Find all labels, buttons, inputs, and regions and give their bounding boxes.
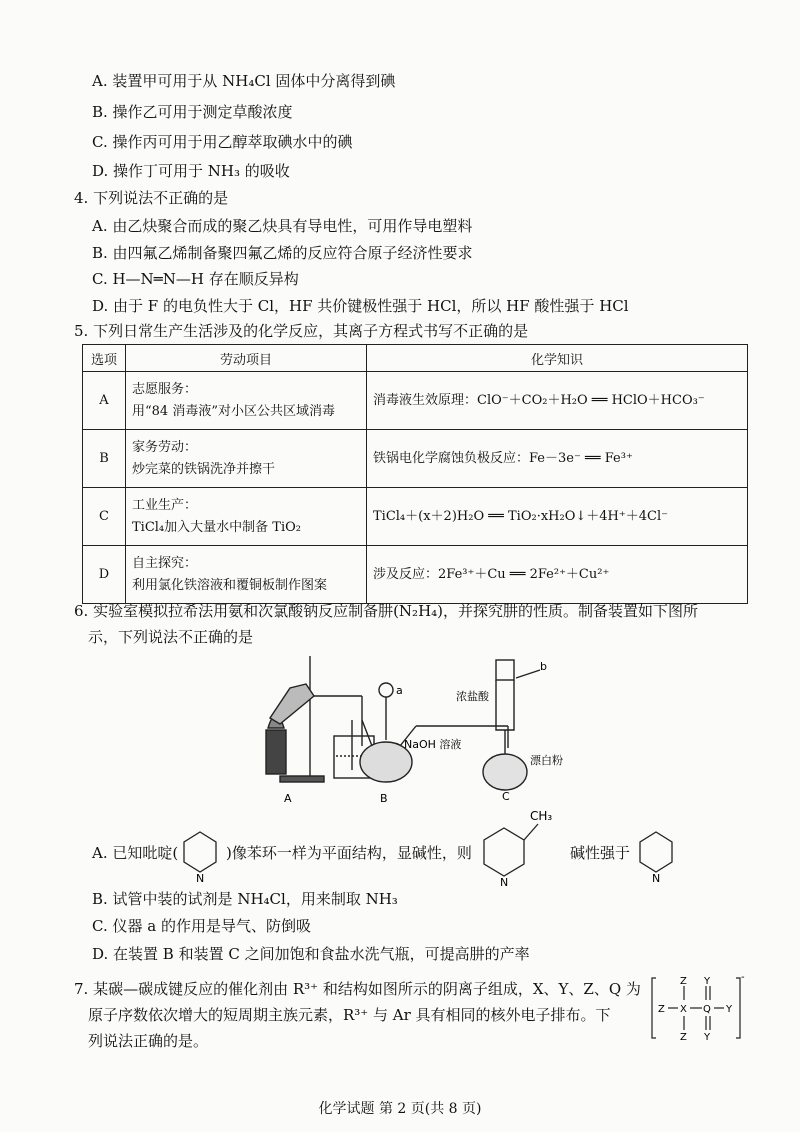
task-body: 利用氯化铁溶液和覆铜板制作图案 bbox=[132, 577, 328, 593]
table-header: 劳动项目 bbox=[126, 345, 367, 372]
q6-option-b: B. 试管中装的试剂是 NH₄Cl，用来制取 NH₃ bbox=[92, 890, 398, 908]
q6-option-d: D. 在装置 B 和装置 C 之间加饱和食盐水洗气瓶，可提高肼的产率 bbox=[92, 945, 530, 963]
q4-option-d: D. 由于 F 的电负性大于 Cl，HF 共价键极性强于 HCl，所以 HF 酸性强于 HCl bbox=[92, 297, 629, 315]
q6-option-a-post: 碱性强于 bbox=[570, 844, 631, 862]
q6-stem-line1: 6. 实验室模拟拉希法用氨和次氯酸钠反应制备肼(N₂H₄)，并探究肼的性质。制备装置如下图所 bbox=[74, 602, 699, 620]
q4-option-c: C. H—N═N—H 存在顺反异构 bbox=[92, 270, 299, 288]
q7-stem-line3: 列说法正确的是。 bbox=[88, 1032, 209, 1050]
table-row bbox=[83, 488, 748, 546]
q7-stem-line2: 原子序数依次增大的短周期主族元素，R³⁺ 与 Ar 具有相同的核外电子排布。下 bbox=[88, 1006, 611, 1024]
label-apparatus-c: C bbox=[502, 790, 510, 803]
q4-stem: 4. 下列说法不正确的是 bbox=[74, 189, 229, 207]
q3-option-a: A. 装置甲可用于从 NH₄Cl 固体中分离得到碘 bbox=[92, 72, 396, 90]
pyridine-n-2: N bbox=[652, 872, 661, 884]
q6-option-a-pre: A. 已知吡啶( bbox=[92, 844, 179, 862]
apparatus-a bbox=[266, 656, 362, 782]
row-label: D bbox=[83, 546, 126, 604]
pyridine-structure-2 bbox=[634, 826, 678, 884]
struct-y-bottom: Y bbox=[704, 1032, 711, 1043]
struct-z-bottom: Z bbox=[680, 1032, 687, 1043]
q6-stem-line2: 示，下列说法不正确的是 bbox=[88, 628, 254, 646]
table-header: 选项 bbox=[83, 345, 126, 372]
q5-stem: 5. 下列日常生产生活涉及的化学反应，其离子方程式书写不正确的是 bbox=[74, 322, 529, 340]
apparatus-c bbox=[483, 660, 540, 790]
q3-option-d: D. 操作丁可用于 NH₃ 的吸收 bbox=[92, 162, 290, 180]
q4-option-a: A. 由乙炔聚合而成的聚乙炔具有导电性，可用作导电塑料 bbox=[92, 217, 473, 235]
row-task bbox=[126, 430, 367, 488]
label-apparatus-b: B bbox=[380, 792, 388, 805]
row-task bbox=[126, 546, 367, 604]
struct-x: X bbox=[680, 1004, 687, 1015]
task-title: 自主探究： bbox=[132, 555, 198, 571]
q3-option-c: C. 操作丙可用于用乙醇萃取碘水中的碘 bbox=[92, 133, 353, 151]
methylpyridine-structure bbox=[474, 806, 564, 886]
row-knowledge: 涉及反应：2Fe³⁺＋Cu ══ 2Fe²⁺＋Cu²⁺ bbox=[367, 546, 748, 604]
anion-structure bbox=[650, 972, 746, 1044]
table-header: 化学知识 bbox=[367, 345, 748, 372]
row-knowledge: TiCl₄＋(x＋2)H₂O ══ TiO₂·xH₂O↓＋4H⁺＋4Cl⁻ bbox=[367, 488, 748, 546]
struct-z-top: Z bbox=[680, 976, 687, 987]
page-footer: 化学试题 第 2 页(共 8 页) bbox=[318, 1101, 482, 1117]
label-naoh: NaOH 溶液 bbox=[404, 738, 462, 751]
task-title: 工业生产： bbox=[132, 497, 198, 513]
struct-z-left: Z bbox=[658, 1004, 665, 1015]
row-knowledge: 铁锅电化学腐蚀负极反应：Fe－3e⁻ ══ Fe³⁺ bbox=[367, 430, 748, 488]
row-label: A bbox=[83, 372, 126, 430]
row-label: B bbox=[83, 430, 126, 488]
q6-option-a-mid: )像苯环一样为平面结构，显碱性，则 bbox=[226, 844, 472, 862]
table-row bbox=[83, 546, 748, 604]
task-body: 炒完菜的铁锅洗净并擦干 bbox=[132, 461, 276, 477]
apparatus-figure bbox=[240, 650, 600, 808]
table-row bbox=[83, 372, 748, 430]
ch3-label: CH₃ bbox=[530, 809, 553, 823]
struct-charge: - bbox=[741, 972, 745, 983]
struct-y-top: Y bbox=[704, 976, 711, 987]
task-title: 家务劳动： bbox=[132, 439, 198, 455]
task-title: 志愿服务： bbox=[132, 381, 198, 397]
task-body: 用“84 消毒液”对小区公共区域消毒 bbox=[132, 403, 335, 419]
label-b: b bbox=[540, 660, 547, 673]
row-label: C bbox=[83, 488, 126, 546]
table-row bbox=[83, 430, 748, 488]
row-task bbox=[126, 372, 367, 430]
pyridine-n-1: N bbox=[196, 872, 205, 884]
label-apparatus-a: A bbox=[284, 792, 292, 805]
q6-option-c: C. 仪器 a 的作用是导气、防倒吸 bbox=[92, 917, 311, 935]
struct-y-right: Y bbox=[726, 1004, 733, 1015]
q7-stem-line1: 7. 某碳—碳成键反应的催化剂由 R³⁺ 和结构如图所示的阴离子组成，X、Y、Z、Q 为 bbox=[74, 980, 641, 998]
task-body: TiCl₄加入大量水中制备 TiO₂ bbox=[132, 519, 301, 535]
q5-table bbox=[82, 344, 748, 604]
table-header-row bbox=[83, 345, 748, 372]
q3-option-b: B. 操作乙可用于测定草酸浓度 bbox=[92, 103, 293, 121]
label-a: a bbox=[396, 684, 403, 697]
struct-q: Q bbox=[703, 1004, 711, 1015]
row-knowledge: 消毒液生效原理：ClO⁻＋CO₂＋H₂O ══ HClO＋HCO₃⁻ bbox=[367, 372, 748, 430]
pyridine-structure-1 bbox=[178, 826, 222, 884]
methylpyridine-n: N bbox=[500, 876, 509, 886]
label-hcl: 浓盐酸 bbox=[456, 690, 489, 703]
label-bleach: 漂白粉 bbox=[530, 754, 563, 767]
q4-option-b: B. 由四氟乙烯制备聚四氟乙烯的反应符合原子经济性要求 bbox=[92, 244, 473, 262]
row-task bbox=[126, 488, 367, 546]
